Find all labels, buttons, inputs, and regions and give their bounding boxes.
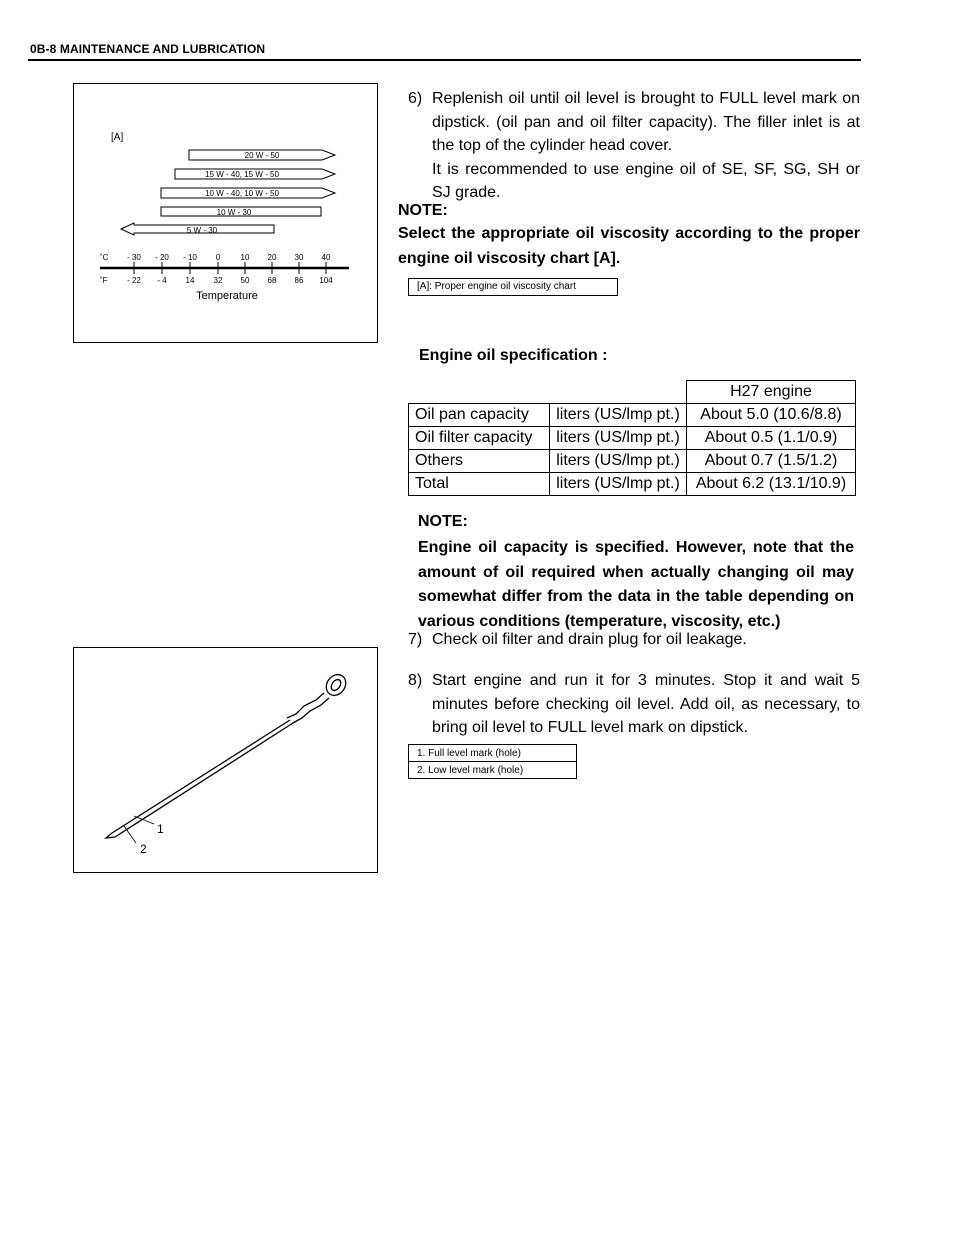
bar-label-5w30: 5 W - 30 bbox=[186, 226, 218, 235]
table-cell: liters (US/lmp pt.) bbox=[550, 404, 687, 427]
bar-label-20w50: 20 W - 50 bbox=[244, 151, 280, 160]
callout-2: 2 bbox=[140, 842, 147, 856]
table-row bbox=[409, 427, 856, 450]
legend-item: 2. Low level mark (hole) bbox=[409, 762, 577, 779]
step-8-text: Start engine and run it for 3 minutes. Stop it and wait 5 minutes before checking oil level. Add oil, as necessary, to bring oil level to FULL level mark on dipstick. bbox=[432, 672, 860, 736]
celsius-tick: 0 bbox=[215, 253, 221, 262]
callout-1: 1 bbox=[157, 822, 164, 836]
step-6-text: Replenish oil until oil level is brought to FULL level mark on dipstick. (oil pan and oil filter capacity). The filler inlet is at the top of the cylinder head cover. bbox=[432, 90, 860, 154]
spec-heading: Engine oil specification : bbox=[419, 347, 608, 364]
celsius-tick: 40 bbox=[321, 253, 331, 262]
step-7 bbox=[408, 628, 860, 652]
dipstick-rod bbox=[112, 720, 290, 833]
table-header-row bbox=[409, 381, 856, 404]
celsius-tick: - 20 bbox=[155, 253, 169, 262]
bar-label-10w30: 10 W - 30 bbox=[216, 208, 252, 217]
fahrenheit-tick: - 4 bbox=[157, 276, 167, 285]
step-8 bbox=[408, 669, 860, 740]
fahrenheit-unit: ˚F bbox=[100, 276, 108, 285]
chart-label: [A] bbox=[111, 132, 124, 143]
legend-item: 1. Full level mark (hole) bbox=[409, 745, 577, 762]
table-cell: liters (US/lmp pt.) bbox=[550, 450, 687, 473]
dipstick-handle bbox=[322, 671, 349, 699]
table-cell: Oil pan capacity bbox=[409, 404, 550, 427]
table-row bbox=[409, 404, 856, 427]
fahrenheit-tick: 104 bbox=[319, 276, 333, 285]
callout-line bbox=[124, 826, 136, 843]
table-cell: About 0.7 (1.5/1.2) bbox=[687, 450, 856, 473]
celsius-tick: - 30 bbox=[127, 253, 141, 262]
dipstick-illustration bbox=[74, 648, 377, 872]
table-cell: Oil filter capacity bbox=[409, 427, 550, 450]
celsius-tick: - 10 bbox=[183, 253, 197, 262]
viscosity-chart-figure bbox=[73, 83, 378, 343]
step-number: 6) bbox=[408, 90, 423, 107]
note-body: Engine oil capacity is specified. However, note that the amount of oil required when actually changing oil may somewhat differ from the data in the table depending on various conditions (temperature, viscosity, etc.) bbox=[418, 539, 854, 630]
figure-legend bbox=[408, 744, 577, 779]
celsius-tick: 10 bbox=[240, 253, 250, 262]
celsius-tick: 20 bbox=[267, 253, 277, 262]
column-header: H27 engine bbox=[687, 381, 856, 404]
step-6-recommendation: It is recommended to use engine oil of SE, SF, SG, SH or SJ grade. bbox=[432, 160, 860, 201]
oil-spec-table bbox=[408, 380, 856, 496]
table-cell: liters (US/lmp pt.) bbox=[550, 427, 687, 450]
table-cell: About 6.2 (13.1/10.9) bbox=[687, 473, 856, 496]
fahrenheit-tick: 86 bbox=[294, 276, 304, 285]
fahrenheit-tick: 68 bbox=[267, 276, 277, 285]
bar-label-10w40: 10 W - 40, 10 W - 50 bbox=[205, 189, 279, 198]
header-rule bbox=[28, 59, 861, 61]
bar-label-15w40: 15 W - 40, 15 W - 50 bbox=[205, 170, 279, 179]
step-6 bbox=[408, 87, 860, 205]
fahrenheit-tick: 32 bbox=[213, 276, 223, 285]
axis-title: Temperature bbox=[196, 290, 258, 302]
viscosity-chart bbox=[74, 84, 377, 342]
step-number: 8) bbox=[408, 672, 423, 689]
celsius-tick: 30 bbox=[294, 253, 304, 262]
fahrenheit-tick: 14 bbox=[185, 276, 195, 285]
step-7-text: Check oil filter and drain plug for oil leakage. bbox=[432, 631, 747, 648]
figure-caption: [A]: Proper engine oil viscosity chart bbox=[408, 278, 618, 296]
note-heading: NOTE: bbox=[418, 513, 468, 530]
table-cell: Total bbox=[409, 473, 550, 496]
table-row bbox=[409, 473, 856, 496]
celsius-unit: ˚C bbox=[100, 253, 109, 262]
table-cell: liters (US/lmp pt.) bbox=[550, 473, 687, 496]
page-header: 0B-8 MAINTENANCE AND LUBRICATION bbox=[30, 42, 266, 56]
dipstick-figure bbox=[73, 647, 378, 873]
table-cell: About 0.5 (1.1/0.9) bbox=[687, 427, 856, 450]
table-cell: About 5.0 (10.6/8.8) bbox=[687, 404, 856, 427]
fahrenheit-tick: - 22 bbox=[127, 276, 141, 285]
table-cell: Others bbox=[409, 450, 550, 473]
table-row bbox=[409, 450, 856, 473]
fahrenheit-tick: 50 bbox=[240, 276, 250, 285]
note-heading: NOTE: bbox=[398, 202, 448, 219]
step-number: 7) bbox=[408, 631, 423, 648]
note-body: Select the appropriate oil viscosity according to the proper engine oil viscosity chart [A]. bbox=[398, 225, 860, 267]
